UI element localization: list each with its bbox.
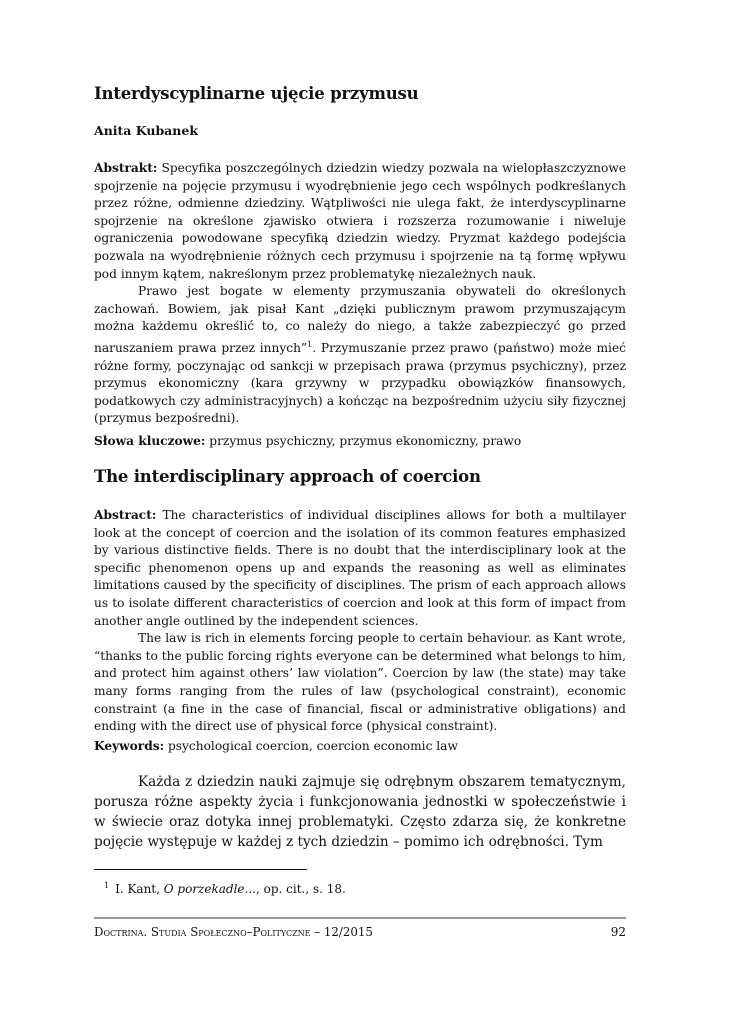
page-number: 92: [610, 925, 626, 939]
footnote-suffix: , op. cit., s. 18.: [255, 882, 346, 896]
article-title-en: The interdisciplinary approach of coercion: [94, 467, 481, 486]
keywords-pl: [94, 433, 626, 451]
footer-divider: [94, 917, 626, 919]
article-title-pl: Interdyscyplinarne ujęcie przymusu: [94, 84, 419, 103]
abstract-pl-text-2a: Prawo jest bogate w elementy przymuszania obywateli do określonych zachowań. Bowiem, jak pisał Kant „dzięki publicznym prawom przymuszającym można każdemu określić to, co należy do niego, a także zabezpieczyć go przed naruszaniem prawa przez innych”: [94, 284, 626, 355]
abstract-en-text-1: The characteristics of individual disciplines allows for both a multilayer look at the concept of coercion and the isolation of its common features emphasized by various distinctive fields. There is no doubt that the interdisciplinary look at the specific phenomenon opens up and expands the reasoning as well as eliminates limitations caused by the specificity of disciplines. The prism of each approach allows us to isolate different characteristics of coercion and look at this form of impact from another angle outlined by the independent sciences.: [94, 508, 626, 628]
abstract-pl-paragraph-1: [94, 160, 626, 283]
abstract-en: [94, 507, 626, 736]
keywords-en: [94, 738, 626, 756]
footnote-number: 1: [104, 881, 110, 890]
abstract-pl-text-2b: . Przymuszanie przez prawo (państwo) może mieć różne formy, poczynając od sankcji w przepisach prawa (przymus psychiczny), przez przymus ekonomiczny (kara grzywny w przypadku obowiązków finansowych, podatkowych czy administracyjnych) a kończąc na bezpośrednim użyciu siły fizycznej (przymus bezpośredni).: [94, 341, 626, 426]
abstract-en-label: Abstract:: [94, 508, 157, 522]
keywords-en-text: psychological coercion, coercion economic law: [167, 739, 458, 753]
abstract-en-paragraph-2: The law is rich in elements forcing people to certain behaviour. as Kant wrote, “thanks to the public forcing rights everyone can be determined what belongs to him, and protect him against others’ law violation”. Coercion by law (the state) may take many forms ranging from the rules of law (psychological constraint), economic constraint (a fine in the case of financial, fiscal or administrative obligations) and ending with the direct use of physical force (physical constraint).: [94, 631, 626, 734]
footnote-title: O porzekadle...: [163, 882, 256, 896]
abstract-pl: [94, 160, 626, 428]
abstract-pl-paragraph-2: [94, 283, 626, 428]
footnote-prefix: I. Kant,: [115, 882, 164, 896]
abstract-pl-text-1: Specyfika poszczególnych dziedzin wiedzy pozwala na wielopłaszczyznowe spojrzenie na pojęcie przymusu i wyodrębnienie jego cech wspólnych podkreślanych przez różne, odmienne dziedziny. Wątpliwości nie ulega fakt, że interdyscyplinarne spojrzenie na określone zjawisko otwiera i rozszerza rozumowanie i niweluje ograniczenia powodowane specyfiką dziedzin wiedzy. Pryzmat każdego podejścia pozwala na wyodrębnienie różnych cech przymusu i spojrzenie na tą formę wpływu pod innym kątem, nakreślonym przez problematykę niezależnych nauk.: [94, 161, 627, 281]
author-name: Anita Kubanek: [94, 123, 198, 138]
keywords-en-label: Keywords:: [94, 739, 165, 753]
footnote: [104, 881, 346, 896]
body-paragraph: Każda z dziedzin nauki zajmuje się odrębnym obszarem tematycznym, porusza różne aspekty życia i funkcjonowania jednostki w społeczeństwie i w świecie oraz dotyka innej problematyki. Często zdarza się, że konkretne pojęcie występuje w każdej z tych dziedzin – pomimo ich odrębności. Tym: [94, 774, 626, 850]
journal-name: Doctrina. Studia Społeczno–Polityczne – 12/2015: [94, 925, 373, 939]
abstract-en-paragraph-1: [94, 507, 626, 630]
keywords-pl-label: Słowa kluczowe:: [94, 434, 206, 448]
footnote-divider: [94, 869, 307, 870]
keywords-pl-text: przymus psychiczny, przymus ekonomiczny, prawo: [209, 434, 522, 448]
abstract-pl-label: Abstrakt:: [94, 161, 158, 175]
footnote-ref[interactable]: 1: [307, 339, 313, 349]
